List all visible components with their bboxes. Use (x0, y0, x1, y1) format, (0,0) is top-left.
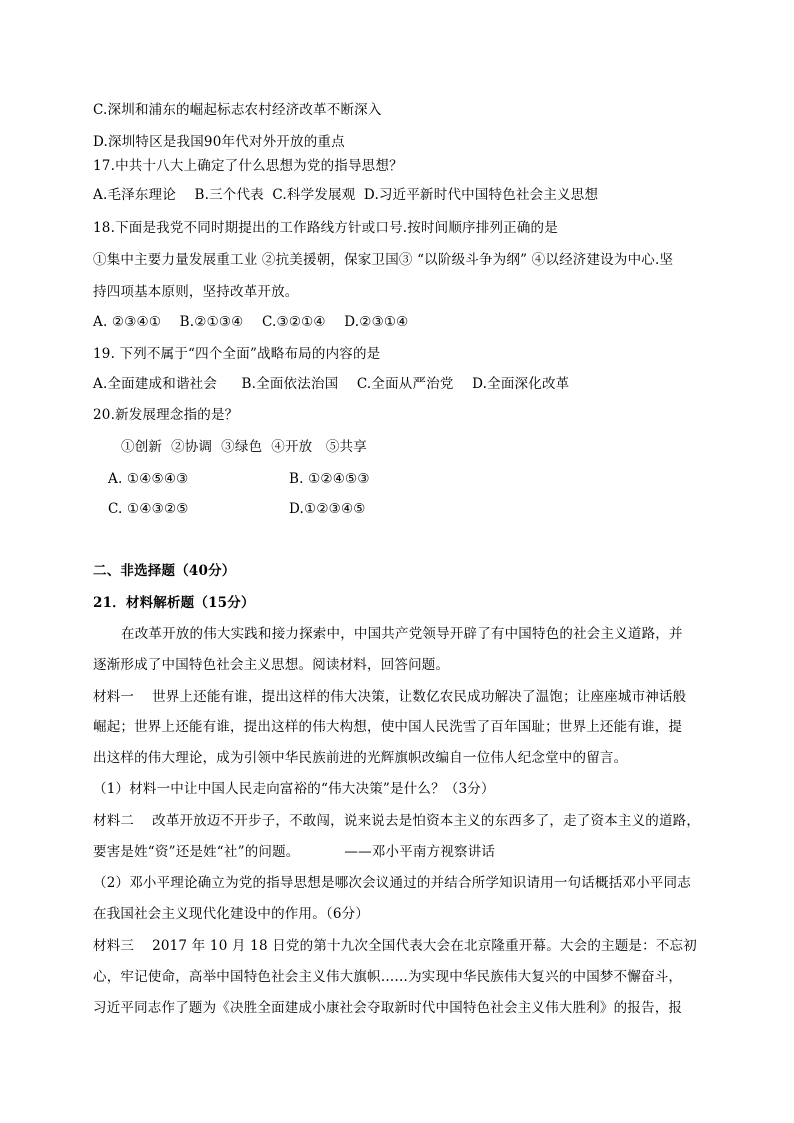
q20-option-a: A. ①④⑤④③ (108, 471, 189, 487)
q19-options (93, 375, 569, 393)
q17-stem: 17.中共十八大上确定了什么思想为党的指导思想？ (93, 158, 403, 174)
material3-line1: 材料三 2017 年 10 月 18 日党的第十九次全国代表大会在北京隆重开幕。大会的主题是：不忘初 (93, 938, 697, 954)
q18-option-d: D.②③①④ (344, 314, 409, 330)
material3-line3: 习近平同志作了题为《决胜全面建成小康社会夺取新时代中国特色社会主义伟大胜利》的报告，报 (93, 1000, 683, 1016)
q17-option-c: C.科学发展观 (272, 187, 356, 203)
q20-option-b: B. ①②④⑤③ (289, 471, 370, 487)
q16-option-c: C.深圳和浦东的崛起标志农村经济改革不断深入 (93, 102, 382, 118)
sub-question-2-line1: （2）邓小平理论确立为党的指导思想是哪次会议通过的并结合所学知识请用一句话概括邓小平同志 (93, 875, 691, 891)
material1-line3: 出这样的伟大理论，成为引领中华民族前进的光辉旗帜改编自一位伟人纪念堂中的留言。 (93, 750, 628, 766)
q18-option-c: C.③②①④ (261, 314, 326, 330)
sub-question-1: （1）材料一中让中国人民走向富裕的“伟大决策”是什么？（3分） (93, 781, 495, 797)
q17-option-d: D.习近平新时代中国特色社会主义思想 (363, 187, 599, 203)
q19-option-b: B.全面依法治国 (241, 376, 339, 392)
q18-options (93, 313, 408, 331)
q17-option-a: A.毛泽东理论 (93, 187, 176, 203)
q21-intro-line2: 逐渐形成了中国特色社会主义思想。阅读材料，回答问题。 (93, 657, 450, 673)
q18-body-line1: ①集中主要力量发展重工业 ②抗美援朝，保家卫国③ “以阶级斗争为纲” ④以经济建设为中心.坚 (93, 252, 674, 268)
material1-line2: 崛起；世界上还能有谁，提出这样的伟大构想，使中国人民洗雪了百年国耻；世界上还能有谁，提 (93, 719, 683, 735)
q18-option-a: A. ②③④① (93, 314, 162, 330)
material1-line1: 材料一 世界上还能有谁，提出这样的伟大决策，让数亿农民成功解决了温饱；让座座城市神话般 (93, 689, 687, 705)
q20-stem: 20.新发展理念指的是？ (93, 407, 239, 423)
q20-option-c: C. ①④③②⑤ (108, 501, 189, 517)
sub-question-2-line2: 在我国社会主义现代化建设中的作用。（6分） (93, 906, 370, 922)
section2-heading: 二、非选择题（40分） (93, 563, 236, 579)
q19-option-a: A.全面建成和谐社会 (93, 376, 218, 392)
material2-line1: 材料二 改革开放迈不开步子，不敢闯，说来说去是怕资本主义的东西多了，走了资本主义的道路， (93, 813, 701, 829)
q18-body-line2: 持四项基本原则，坚持改革开放。 (93, 284, 299, 300)
q20-option-d: D.①②③④⑤ (289, 501, 366, 517)
q18-option-b: B.②①③④ (179, 314, 244, 330)
q20-items: ①创新 ②协调 ③绿色 ④开放 ⑤共享 (121, 439, 367, 455)
q17-option-b: B.三个代表 (194, 187, 264, 203)
q21-intro-line1: 在改革开放的伟大实践和接力探索中，中国共产党领导开辟了有中国特色的社会主义道路，并 (121, 626, 683, 642)
q19-option-c: C.全面从严治党 (356, 376, 454, 392)
q17-options (93, 186, 598, 204)
q19-stem: 19. 下列不属于“四个全面”战略布局的内容的是 (93, 346, 381, 362)
q21-heading: 21．材料解析题（15分） (93, 595, 255, 611)
q18-stem: 18.下面是我党不同时期提出的工作路线方针或口号.按时间顺序排列正确的是 (93, 220, 558, 236)
material2-line2: 要害是姓“资”还是姓“社”的问题。 ——邓小平南方视察讲话 (93, 844, 496, 860)
material3-line2: 心，牢记使命，高举中国特色社会主义伟大旗帜……为实现中华民族伟大复兴的中国梦不懈奋斗， (93, 969, 683, 985)
q16-option-d: D.深圳特区是我国90年代对外开放的重点 (93, 134, 345, 150)
q19-option-d: D.全面深化改革 (472, 376, 570, 392)
